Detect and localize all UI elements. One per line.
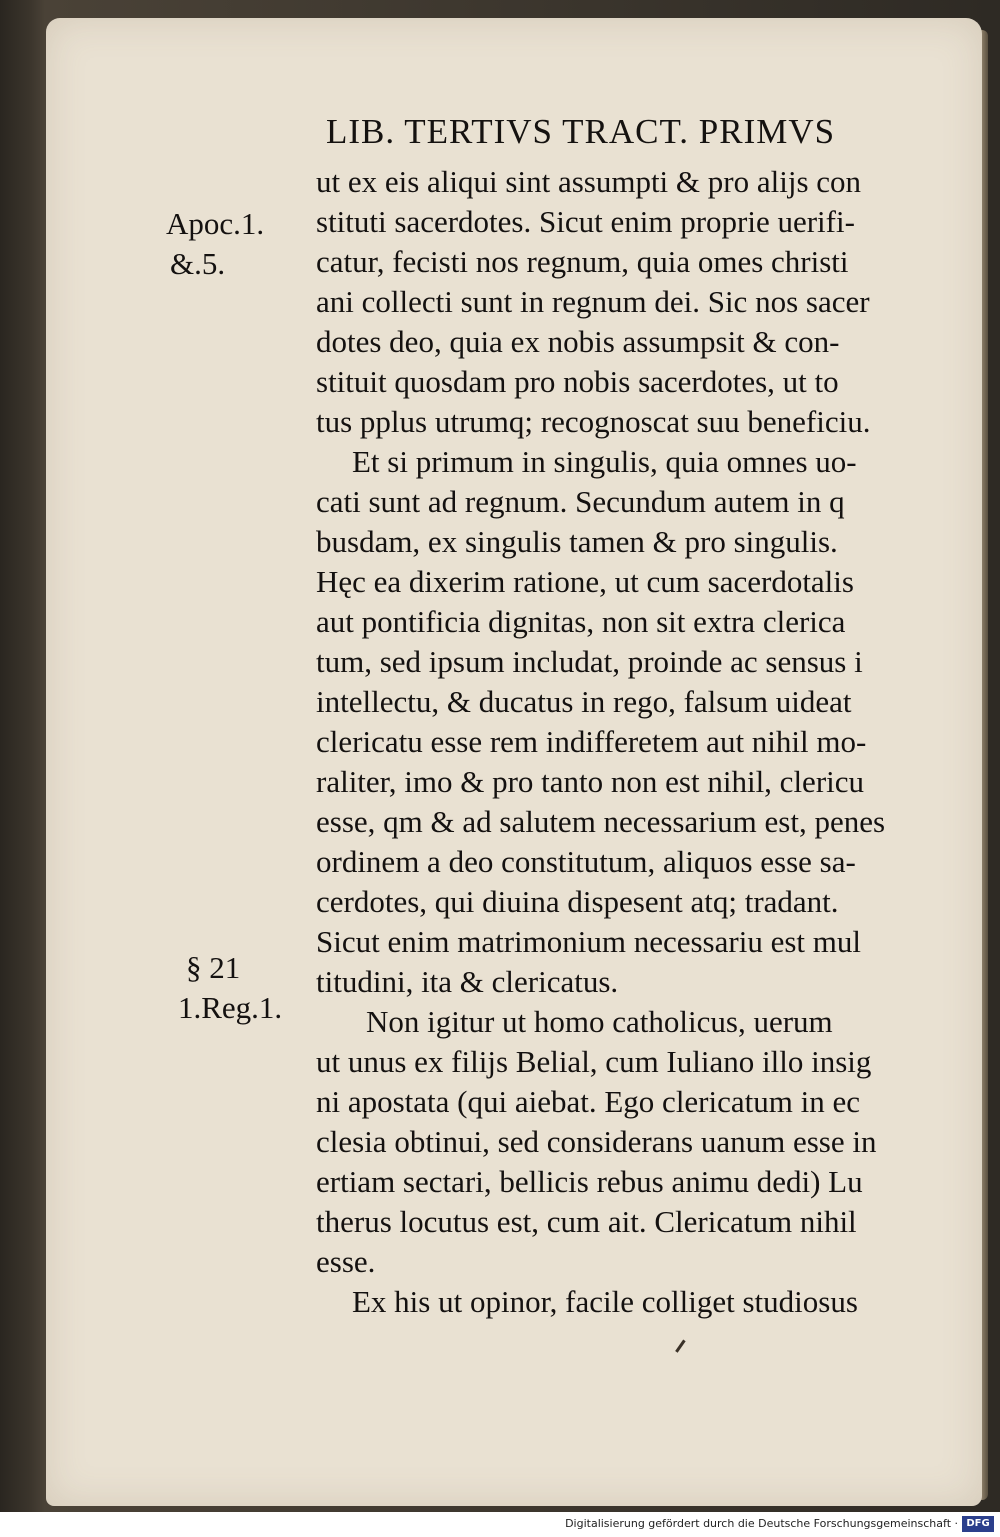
margin-note: § 21 xyxy=(186,950,241,985)
text-line: cati sunt ad regnum. Secundum autem in q xyxy=(316,484,845,519)
text-line: ertiam sectari, bellicis rebus animu dedi) Lu xyxy=(316,1164,863,1199)
text-line: ordinem a deo constitutum, aliquos esse sa- xyxy=(316,844,856,879)
text-line: ut ex eis aliqui sint assumpti & pro alijs con xyxy=(316,164,862,199)
margin-note: Apoc.1. xyxy=(166,206,265,241)
text-line: Et si primum in singulis, quia omnes uo- xyxy=(352,444,857,479)
text-line: Sicut enim matrimonium necessariu est mul xyxy=(316,924,861,959)
text-line: intellectu, & ducatus in rego, falsum uideat xyxy=(316,684,852,719)
text-line: Ex his ut opinor, facile colliget studiosus xyxy=(352,1284,858,1319)
text-line: aut pontificia dignitas, non sit extra clerica xyxy=(316,604,846,639)
text-line: therus locutus est, cum ait. Clericatum nihil xyxy=(316,1204,857,1239)
text-line: stituit quosdam pro nobis sacerdotes, ut to xyxy=(316,364,839,399)
text-line: esse. xyxy=(316,1244,376,1279)
margin-note: &.5. xyxy=(170,246,226,281)
text-line: clericatu esse rem indifferetem aut nihil mo- xyxy=(316,724,867,759)
text-line: Hęc ea dixerim ratione, ut cum sacerdotalis xyxy=(316,564,854,599)
dfg-logo: DFG xyxy=(962,1516,994,1532)
text-line: clesia obtinui, sed considerans uanum esse in xyxy=(316,1124,877,1159)
text-line: stituti sacerdotes. Sicut enim proprie uerifi- xyxy=(316,204,855,239)
text-line: titudini, ita & clericatus. xyxy=(316,964,619,999)
text-line: ni apostata (qui aiebat. Ego clericatum in ec xyxy=(316,1084,860,1119)
text-line: catur, fecisti nos regnum, quia omes christi xyxy=(316,244,849,279)
text-line: Non igitur ut homo catholicus, uerum xyxy=(366,1004,833,1039)
text-line: esse, qm & ad salutem necessarium est, penes xyxy=(316,804,886,839)
text-line: busdam, ex singulis tamen & pro singulis. xyxy=(316,524,838,559)
text-line: raliter, imo & pro tanto non est nihil, clericu xyxy=(316,764,865,799)
margin-note: 1.Reg.1. xyxy=(178,990,283,1025)
footer-bar xyxy=(0,1512,1000,1537)
running-head: LIB. TERTIVS TRACT. PRIMVS xyxy=(326,112,836,151)
text-line: tus pplus utrumq; recognoscat suu beneficiu. xyxy=(316,404,871,439)
text-line: ut unus ex filijs Belial, cum Iuliano illo insig xyxy=(316,1044,872,1079)
text-line: dotes deo, quia ex nobis assumpsit & con- xyxy=(316,324,840,359)
text-line: tum, sed ipsum includat, proinde ac sensus i xyxy=(316,644,863,679)
text-line: ani collecti sunt in regnum dei. Sic nos sacer xyxy=(316,284,870,319)
text-line: cerdotes, qui diuina dispesent atq; tradant. xyxy=(316,884,839,919)
footer-credit: Digitalisierung gefördert durch die Deutsche Forschungsgemeinschaft · xyxy=(565,1517,958,1530)
